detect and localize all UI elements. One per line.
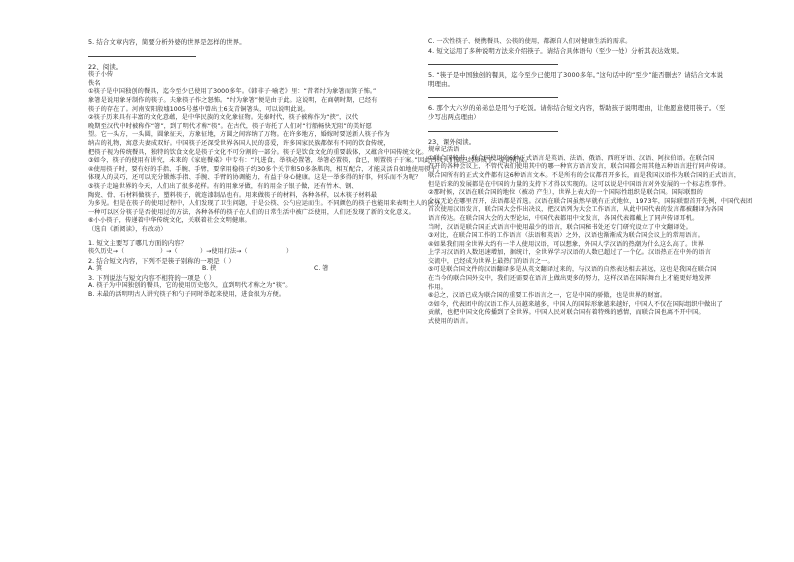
fill-part: ） — [286, 248, 293, 256]
article-line: 当时，汉语是联合国正式语言中使用最少的语言，联合国秘书处还专门研究设立了中文翻译处。 — [428, 223, 693, 231]
article-author: 佚名 — [88, 79, 101, 87]
answer-line[interactable] — [428, 97, 558, 98]
choice-a[interactable]: A. 筷子为中国独创的餐具，它的使用历史悠久，直到明代才称之为“筷”。 — [88, 282, 292, 290]
choice-b[interactable]: B. 未最的活明明古人讲究筷子和勺子同时举起来使用，进食很为方便。 — [88, 291, 286, 299]
answer-line[interactable] — [428, 131, 558, 132]
article-title: 规章记活语 — [428, 146, 460, 154]
question-5: 5. 结合文章内容，简要分析外婆的世界是怎样的世界。 — [88, 38, 246, 46]
article-line: 上学习汉语的人数迅速增加，据统计，全世界学习汉语的人数已超过了一个亿。汉语热正在中外的语言 — [428, 249, 711, 257]
article-line: 体现人的灵巧，还可以充分锻炼手指、手腕、手臂的协调能力，有益于身心健康。这是一举多得的好事，何乐而不为呢？ — [88, 174, 422, 182]
article-line: 首次使用汉语发言，联合国大会作出决议，把汉语列为大会工作语言，从此中国代表的发言都被翻译为各国 — [428, 206, 724, 214]
article-line: ③对比，在联合国工作的工作语言（法语和英语）之外，汉语也渐渐成为联合国会议上的常用语言。 — [428, 232, 705, 240]
article-line: 筷子的存在了。河南安阳殷墟1005号墓中曾出土6支青铜箸头，可以说明此说。 — [88, 105, 310, 113]
article-body — [428, 155, 758, 327]
question-4: 4. 短文运用了多种说明方法来介绍筷子。请结合具体语句（至少一处）分析其表达效果。 — [428, 46, 684, 55]
question-5-cont: 明理由。 — [428, 79, 454, 88]
article-source: （选自《新阅读》，有改动） — [88, 225, 167, 233]
question-6: 6. 那个大六岁的弟弟总是用勺子吃饭。请你结合短文内容，帮助孩子说明理由，让他愿意使用筷子。（至 — [428, 104, 726, 113]
question-2: 2. 结合短文内容，下列不是筷子别称的一项是（ ） — [88, 256, 235, 265]
fill-part: ）→使用打法→（ — [200, 248, 248, 256]
article-line: 但是后来的发展都是在中国的力量的支持下才得以实现的。这可以说是中国语言对外发展的一个标志性事件。 — [428, 180, 730, 188]
article-line: 在当今的联合国外交中，我们还需要在语言上做出更多的努力，这样汉语在国际舞台上才能更好地发挥 — [428, 275, 711, 283]
choice-a[interactable]: A. 箕 — [88, 265, 103, 273]
question-1-fill[interactable] — [88, 248, 400, 257]
article-line: 联合国所有的正式文件都有这6种语言文本。不是所有的会议都召开多长，而是我国汉语作为联合国的正式语言， — [428, 171, 741, 179]
article-line: 陶瓷、骨、石材料做筷子，塑料筷子，就连漆制品也有。用来做筷子的材料，各种各样，以木筷子材料最 — [88, 191, 378, 199]
article-line: ⑥小小筷子，传递着中华传统文化，关联着社会文明健康。 — [88, 217, 251, 225]
article-line: ③如今，筷子的使用有讲究，未来的《家庭餐桌》中专有：“凡进食，举筷必置箸，举箸必置筷，食已，则置筷子于案。”因此古代人们就已经形成了一定的礼仪。 — [88, 157, 531, 165]
article-title: 筷子小传 — [88, 71, 114, 79]
question-1: 1. 短文主要写了哪几方面的内容？ — [88, 239, 188, 248]
question-22-heading: 22、阅读。 — [88, 62, 123, 71]
article-line: 把筷子视为传统餐具，独特的饮食文化是筷子文化不可分割的一部分。筷子是饮食文化的重要载体，又蕴含中国传统文化。 — [88, 148, 428, 156]
choice-c[interactable]: C. 箸 — [314, 265, 329, 273]
article-line: 晚期至汉代中时被称作“箸”，到了明代才称“筷”。在古代，筷子寄托了人们对“行船畅快无阻”的美好愿 — [88, 122, 372, 130]
article-line: 为多见。但是在筷子的使用过程中，人们发现了卫生问题，于是公筷、公勺应运而生。不同颜色的筷子也能用来表明主人的区分。 — [88, 200, 447, 208]
article-line: 贡献，也把中国文化传播到了全世界。中国人民对联合国有着特殊的感情，而联合国也离不开中国。 — [428, 309, 705, 317]
article-line: 召开的各种会议上，不管代表们使用其中的哪一种官方语言发言，联合国都会用其他五种语言进行同声传译。 — [428, 163, 730, 171]
article-line: ④使用筷子时，要有好的手指、手腕、手臂，要拿用稳筷子约30多个关节和50多条肌肉，相互配合，才能灵活自如地使用筷子。 — [88, 165, 444, 173]
article-line: ⑤筷子走遍世界的今天，人们出了很多花样。有的用象牙做，有的用金子银子做，还有竹木、钢、 — [88, 182, 358, 190]
question-2-choices — [88, 265, 400, 274]
article-line: 会议无论在哪里召开，法语都是首选。汉语在联合国虽然早就有正式地位，1973年，国际联盟首开先例，中国代表团 — [428, 197, 753, 205]
choice-b[interactable]: B. 挟 — [202, 265, 217, 273]
article-line: ⑥总之，汉语已成为联合国的重要工作语言之一，它是中国的骄傲，也是世界的财富。 — [428, 292, 667, 300]
article-line: ⑤可是联合国文件的汉语翻译多是从英文翻译过来的，与汉语的自然表达相去甚远，这也是我国在联合国 — [428, 266, 717, 274]
choice-c[interactable]: C. 一次性筷子、便携餐具、公筷的使用，都源自人们对健康生活的需求。 — [428, 38, 632, 45]
article-line: 望。它一头方，一头圆，圆象征天，方象征地，方圆之间容纳了万物。在许多地方，婚嫁时要送新人筷子作为 — [88, 131, 390, 139]
question-5: 5. “筷子是中国独创的餐具，迄今至少已使用了3000多年。”这句话中的“至少”能否删去？请结合文本说 — [428, 71, 724, 80]
article-line: ①联合国秘书，联合国使用的6种正式语言是英语、法语、俄语、西班牙语、汉语、阿拉伯语。在联合国 — [428, 154, 715, 162]
right-column — [428, 38, 758, 327]
answer-line[interactable] — [88, 56, 196, 57]
article-line: ②那时候，汉语在联合国的地位（被动 产生），世界上表大的一个国际性组织是联合国。国际联盟的 — [428, 189, 703, 197]
article-line: ④如果我们用全世界大约有一半人使用汉语，可以想象，外国人学汉语的热潮为什么这么高了。世界 — [428, 240, 705, 248]
fill-part: ）→（ — [160, 248, 178, 256]
article-line: 交流中，已经成为世界上最热门的语言之一。 — [428, 257, 554, 265]
article-line: 一种可以区分筷子是否使用过的方法，各种各样的筷子在人们的日常生活中被广泛使用，人们还发现了新的文化意义。 — [88, 208, 415, 216]
question-23-heading: 23、课外阅读。 — [428, 137, 476, 146]
answer-line[interactable] — [428, 64, 558, 65]
article-line: 象箸是说用象牙制作的筷子。夫象筷子作之怒怖。“纣为象箸”便是由于此。这说明，在商朝时期，已经有 — [88, 96, 378, 104]
article-line: ②筷子历来具有丰富的文化意蕴，是中华民族的文化象征物。先秦时代，筷子被称作为“挟”，汉代 — [88, 114, 359, 122]
article-line: 纳吉的礼物，寓意夫妻成双好。中国筷子还深受世界各国人民的喜爱，许多国家民族都保有不同的饮食传统， — [88, 139, 390, 147]
article-line: 作用。 — [428, 283, 447, 291]
fill-part: 筷久历史→（ — [88, 248, 125, 256]
article-line: 语言传达。在联合国大会的大型论坛，中国代表都用中文发言，各国代表都戴上了同声传译耳机。 — [428, 214, 699, 222]
article-line: ①筷子是中国独创的餐具，迄今至少已使用了3000多年。《韩非子·喻老》里：“昔者纣为象箸而箕子怖。” — [88, 88, 377, 96]
article-line: 式使用的语言。 — [428, 318, 473, 326]
question-6-cont: 少写出两点理由） — [428, 112, 480, 121]
article-line: ⑦如今，代表团中的汉语工作人员越来越多，中国人的国际形象越来越好，中国人不仅在国际组织中做出了 — [428, 300, 723, 308]
question-3: 3. 下列说法与短文内容不相符的一项是（ ） — [88, 273, 216, 282]
